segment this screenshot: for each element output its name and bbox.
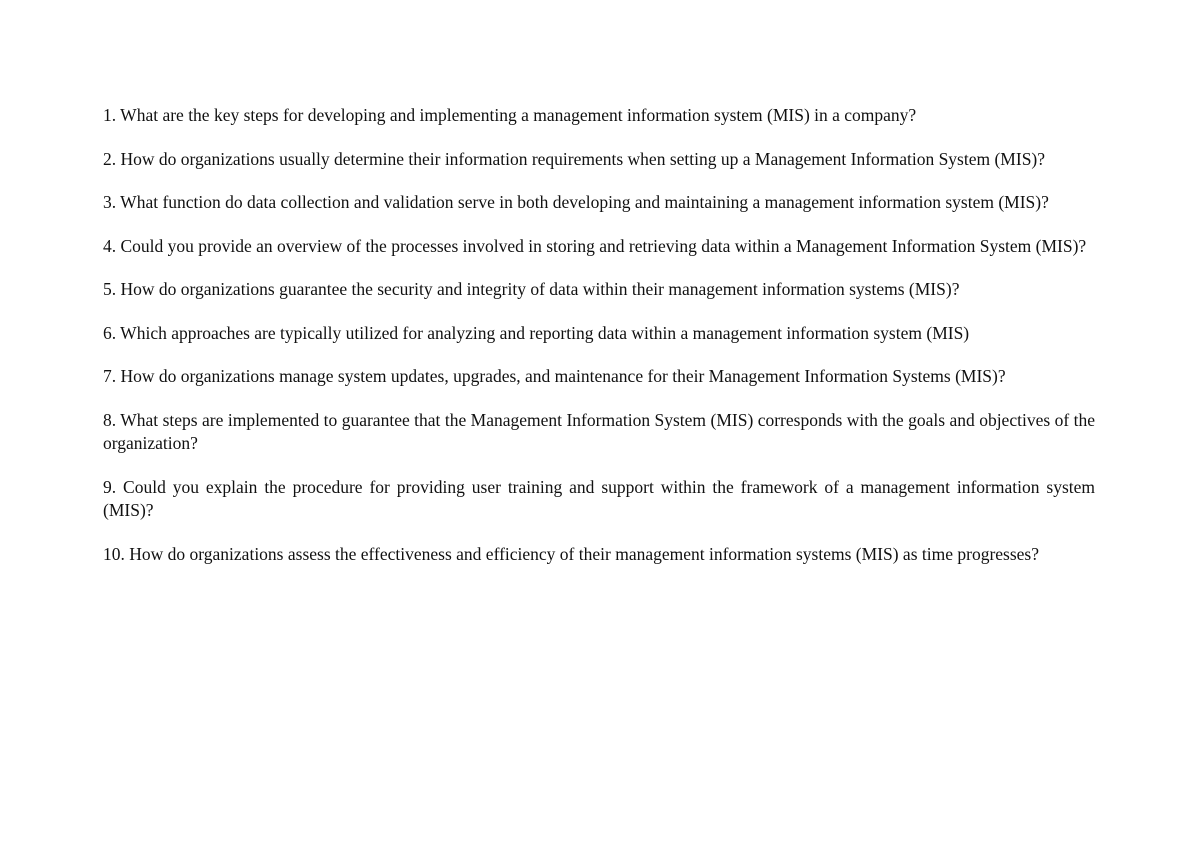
question-3: 3. What function do data collection and validation serve in both developing and maintaining a management information system (MIS)? <box>103 192 1049 212</box>
question-5: 5. How do organizations guarantee the security and integrity of data within their management information systems (MIS)? <box>103 279 960 299</box>
question-list <box>103 104 1095 586</box>
question-10: 10. How do organizations assess the effectiveness and efficiency of their management information systems (MIS) as time progresses? <box>103 543 1040 564</box>
question-7: 7. How do organizations manage system updates, upgrades, and maintenance for their Management Information Systems (MIS)? <box>103 366 1006 386</box>
question-2: 2. How do organizations usually determine their information requirements when setting up a Management Information System (MIS)? <box>103 148 1046 169</box>
question-9: 9. Could you explain the procedure for providing user training and support within the framework of a management information system (MIS)? <box>103 476 1095 520</box>
question-4: 4. Could you provide an overview of the processes involved in storing and retrieving data within a Management Information System (MIS)? <box>103 235 1087 256</box>
question-1: 1. What are the key steps for developing and implementing a management information system (MIS) in a company? <box>103 105 917 125</box>
question-6: 6. Which approaches are typically utilized for analyzing and reporting data within a management information system (MIS) <box>103 322 970 343</box>
question-8: 8. What steps are implemented to guarantee that the Management Information System (MIS) corresponds with the goals and objectives of the organization? <box>103 409 1095 453</box>
